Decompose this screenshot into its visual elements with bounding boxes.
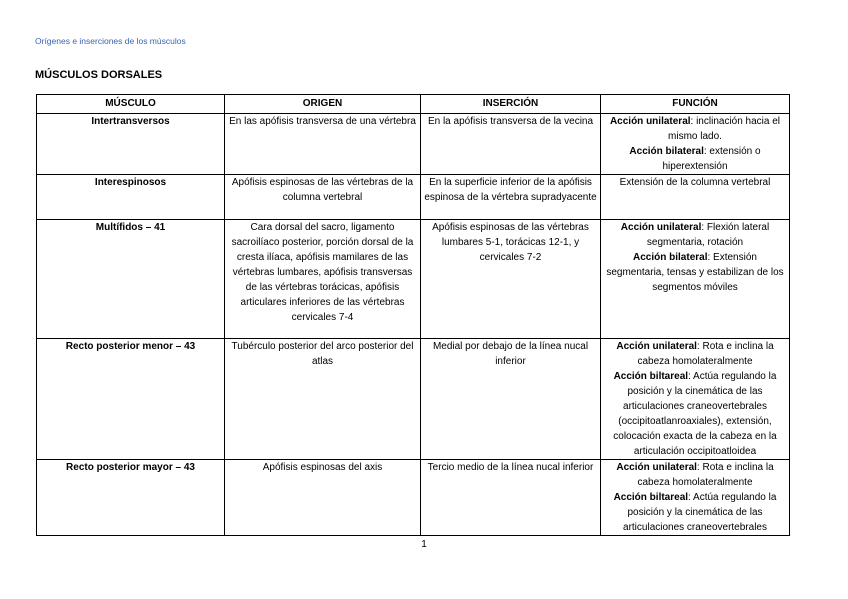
cell-insertion: En la superficie inferior de la apófisis espinosa de la vértebra supradyacente	[421, 175, 601, 220]
cell-muscle: Intertransversos	[37, 114, 225, 175]
function-label: Acción unilateral	[616, 341, 697, 352]
function-label: Acción biltareal	[613, 492, 689, 503]
function-text: Extensión de la columna vertebral	[619, 177, 771, 188]
function-label: Acción unilateral	[609, 116, 691, 127]
function-text: : Flexión lateral segmentaria, rotación	[646, 222, 770, 248]
cell-insertion: En la apófisis transversa de la vecina	[421, 114, 601, 175]
table-row	[37, 114, 790, 175]
cell-insertion: Tercio medio de la línea nucal inferior	[421, 460, 601, 536]
cell-function	[601, 339, 790, 460]
cell-muscle: Recto posterior menor – 43	[37, 339, 225, 460]
table-row	[37, 175, 790, 220]
cell-insertion: Apófisis espinosas de las vértebras lumbares 5-1, torácicas 12-1, y cervicales 7-2	[421, 220, 601, 339]
cell-origin: Tubérculo posterior del arco posterior del atlas	[225, 339, 421, 460]
cell-muscle: Interespinosos	[37, 175, 225, 220]
column-header-muscle: MÚSCULO	[37, 95, 225, 114]
section-title: MÚSCULOS DORSALES	[35, 69, 163, 81]
function-label: Acción unilateral	[616, 462, 697, 473]
cell-muscle: Recto posterior mayor – 43	[37, 460, 225, 536]
function-text: : Rota e inclina la cabeza homolateralmente	[637, 462, 774, 488]
muscles-table	[36, 94, 790, 536]
function-line	[604, 220, 786, 250]
function-text: : Actúa regulando la posición y la cinemática de las articulaciones craneovertebrales	[623, 492, 777, 533]
cell-function	[601, 175, 790, 220]
function-text: : Extensión segmentaria, tensas y estabilizan de los segmentos móviles	[606, 252, 784, 293]
function-line	[604, 490, 786, 535]
function-line	[604, 175, 786, 190]
function-line	[604, 250, 786, 295]
cell-origin: Apófisis espinosas del axis	[225, 460, 421, 536]
cell-insertion: Medial por debajo de la línea nucal inferior	[421, 339, 601, 460]
cell-origin: En las apófisis transversa de una vértebra	[225, 114, 421, 175]
function-label: Acción bilateral	[633, 252, 708, 263]
page-number: 1	[421, 539, 427, 550]
function-text: : extensión o hiperextensión	[662, 146, 761, 172]
function-line	[604, 144, 786, 174]
cell-function	[601, 460, 790, 536]
function-line	[604, 114, 786, 144]
cell-origin: Cara dorsal del sacro, ligamento sacroilíaco posterior, porción dorsal de la cresta ilíaca, apófisis mamilares de las vértebras lumbares, apófisis transversas de las vértebras torácicas, apófisis articulares inferiores de las vértebras cervicales 7-4	[225, 220, 421, 339]
table-row	[37, 220, 790, 339]
column-header-insertion: INSERCIÓN	[421, 95, 601, 114]
cell-function	[601, 114, 790, 175]
column-header-function: FUNCIÓN	[601, 95, 790, 114]
function-line	[604, 369, 786, 459]
function-line	[604, 339, 786, 369]
cell-muscle: Multífidos – 41	[37, 220, 225, 339]
function-text: : inclinación hacia el mismo lado.	[668, 116, 781, 142]
document-header-link[interactable]: Orígenes e inserciones de los músculos	[35, 36, 186, 46]
function-line	[604, 460, 786, 490]
function-label: Acción biltareal	[613, 371, 689, 382]
function-label: Acción unilateral	[620, 222, 702, 233]
function-text: : Rota e inclina la cabeza homolateralmente	[637, 341, 774, 367]
cell-origin: Apófisis espinosas de las vértebras de la columna vertebral	[225, 175, 421, 220]
function-text: : Actúa regulando la posición y la cinemática de las articulaciones craneovertebrales (occipitoatlanroaxiales), extensión, colocación exacta de la cabeza en la articulación occipitoatloidea	[613, 371, 777, 457]
table-row	[37, 339, 790, 460]
column-header-origin: ORIGEN	[225, 95, 421, 114]
table-header-row	[37, 95, 790, 114]
table-row	[37, 460, 790, 536]
cell-function	[601, 220, 790, 339]
function-label: Acción bilateral	[629, 146, 704, 157]
